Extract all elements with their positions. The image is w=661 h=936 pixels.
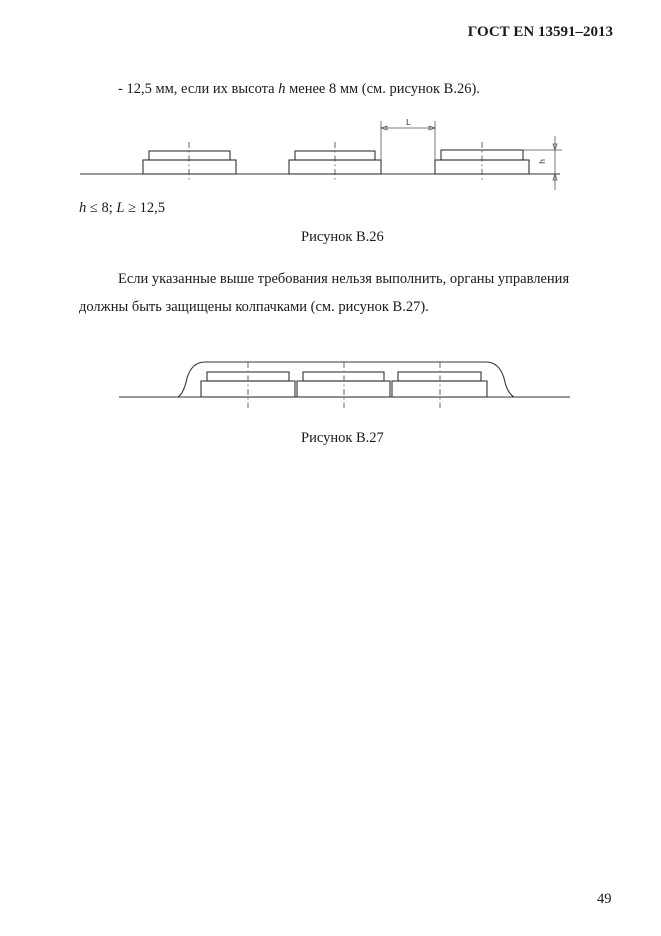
document-code: ГОСТ EN 13591–2013 xyxy=(467,24,613,40)
item-variable-h: h xyxy=(278,81,286,97)
figure-b26-drawing xyxy=(80,121,562,190)
dimension-label-h: h xyxy=(538,158,547,164)
formula-end: ≥ 12,5 xyxy=(124,200,166,216)
formula xyxy=(79,200,165,217)
item-text-rest: менее 8 мм (см. рисунок В.26). xyxy=(289,81,480,97)
paragraph-line-1: Если указанные выше требования нельзя выполнить, органы управления xyxy=(118,271,570,287)
caption-b27: Рисунок В.27 xyxy=(301,430,384,446)
caption-b26: Рисунок В.26 xyxy=(301,229,384,245)
formula-h: h xyxy=(79,200,87,216)
dimension-label-l: L xyxy=(406,118,411,127)
formula-mid: ≤ 8; xyxy=(86,200,117,216)
formula-l: L xyxy=(116,200,125,216)
page-number: 49 xyxy=(597,891,612,907)
paragraph-line-2: должны быть защищены колпачками (см. рисунок В.27). xyxy=(79,299,429,315)
item-text: - 12,5 мм, если их высота xyxy=(118,81,275,97)
